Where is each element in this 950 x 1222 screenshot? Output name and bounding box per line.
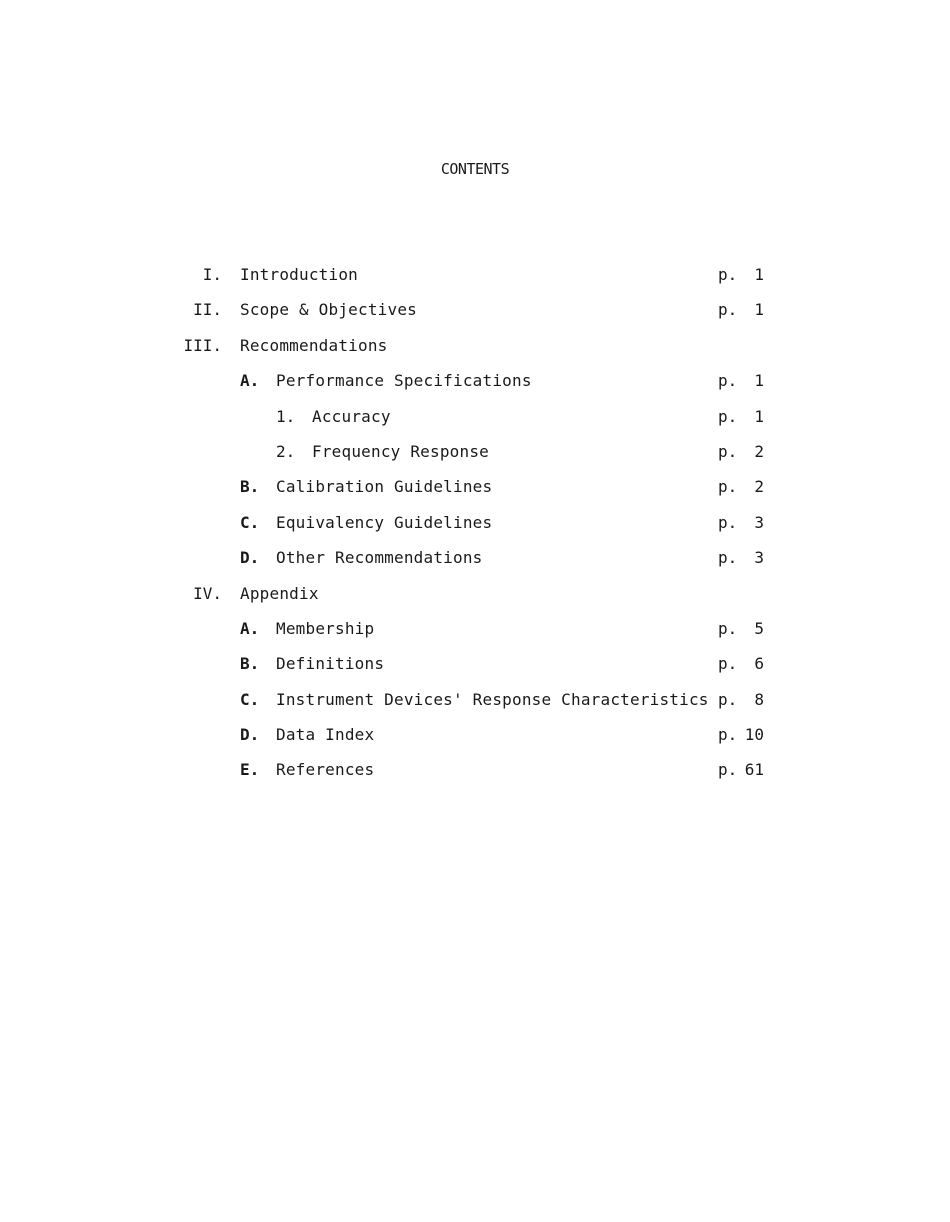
toc-entry-page: p. 1: [718, 265, 764, 284]
toc-entry-title: Performance Specifications: [276, 371, 532, 391]
toc-entry-number: I.: [202, 265, 222, 284]
toc-entry-title: Accuracy: [312, 406, 391, 426]
toc-entry-number: D.: [240, 725, 260, 745]
toc-entry-title: Recommendations: [240, 335, 388, 355]
toc-entry-title: Equivalency Guidelines: [276, 512, 493, 532]
toc-entry-title: Other Recommendations: [276, 548, 483, 568]
toc-entry: [0, 546, 950, 581]
toc-entry-page: p. 1: [718, 406, 764, 426]
toc-entry-page: [718, 334, 764, 358]
toc-entry: [0, 405, 950, 440]
toc-entry: [0, 582, 950, 617]
toc-entry: [0, 688, 950, 723]
toc-entry-page: p. 2: [718, 477, 764, 497]
toc-entry-title: Data Index: [276, 725, 375, 745]
toc-entry-number: E.: [240, 760, 260, 780]
toc-entry-title: Calibration Guidelines: [276, 477, 493, 497]
toc-entry-page: p. 1: [718, 300, 764, 320]
table-of-contents: [0, 263, 950, 794]
toc-entry: [0, 652, 950, 687]
toc-entry-number: II.: [193, 300, 222, 320]
toc-entry-page: p. 8: [718, 689, 764, 709]
toc-entry-number: A.: [240, 618, 260, 638]
toc-entry-page: p. 2: [718, 441, 764, 461]
toc-entry-page: p. 3: [718, 548, 764, 568]
page-title: CONTENTS: [440, 160, 510, 178]
toc-entry-page: p. 1: [718, 371, 764, 391]
toc-entry: [0, 511, 950, 546]
toc-entry: [0, 263, 950, 298]
toc-entry: [0, 617, 950, 652]
toc-entry-number: C.: [240, 689, 260, 709]
toc-entry-page: p. 61: [718, 760, 764, 780]
toc-entry-number: C.: [240, 512, 260, 532]
toc-entry: [0, 334, 950, 369]
toc-entry: [0, 440, 950, 475]
toc-entry-number: D.: [240, 548, 260, 568]
toc-entry: [0, 475, 950, 510]
toc-entry: [0, 298, 950, 333]
toc-entry-title: Scope & Objectives: [240, 300, 417, 320]
toc-entry-number: B.: [240, 477, 260, 497]
toc-entry: [0, 723, 950, 758]
toc-entry-number: III.: [183, 335, 222, 355]
toc-entry-page: [718, 582, 764, 606]
toc-entry-page: p. 3: [718, 512, 764, 532]
toc-entry-number: 1.: [276, 406, 296, 426]
toc-entry-number: IV.: [193, 583, 222, 603]
toc-entry-number: A.: [240, 371, 260, 391]
toc-entry-page: p. 10: [718, 725, 764, 745]
toc-entry-title: References: [276, 760, 375, 780]
toc-entry-title: Introduction: [240, 265, 358, 284]
toc-entry-number: 2.: [276, 441, 296, 461]
toc-entry-page: p. 5: [718, 618, 764, 638]
toc-entry-page: p. 6: [718, 654, 764, 674]
toc-entry-title: Definitions: [276, 654, 385, 674]
toc-entry: [0, 369, 950, 404]
toc-entry-title: Membership: [276, 618, 375, 638]
toc-entry-title: Instrument Devices' Response Characteristics: [276, 689, 709, 709]
toc-entry-number: B.: [240, 654, 260, 674]
toc-entry: [0, 758, 950, 793]
toc-entry-title: Frequency Response: [312, 441, 489, 461]
toc-entry-title: Appendix: [240, 583, 319, 603]
